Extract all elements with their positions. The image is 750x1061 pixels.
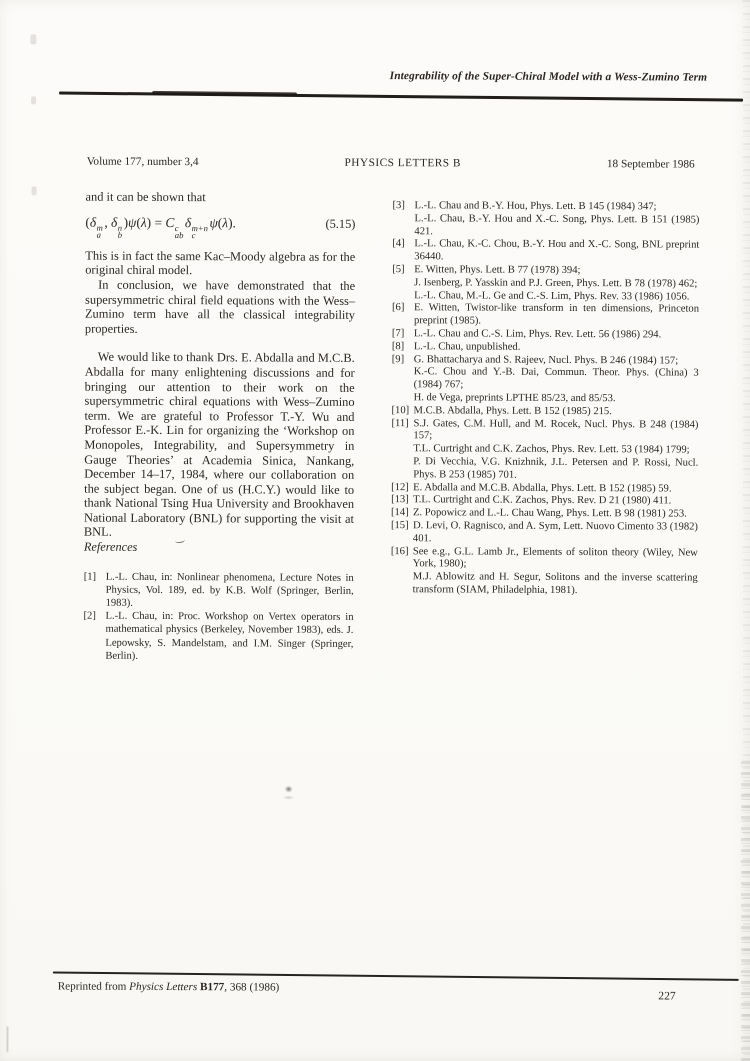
scan-artifact-speck bbox=[30, 34, 36, 44]
reference-text bbox=[105, 610, 353, 664]
reprint-note bbox=[58, 980, 280, 993]
reference-number: [7] bbox=[391, 328, 405, 340]
reference-number: [15] bbox=[390, 520, 409, 532]
equation-script: n b bbox=[117, 222, 123, 240]
reference-number: [1] bbox=[83, 571, 97, 583]
reference-item bbox=[391, 546, 698, 599]
reference-part: See e.g., G.L. Lamb Jr., Elements of soliton theory (Wiley, New York, 1980); bbox=[412, 545, 698, 570]
reference-part: L.-L. Chau, in: Proc. Workshop on Vertex operators in mathematical physics (Berkeley, November 1983), eds. J. Lepowsky, S. Mandelstam, and I.M. Singer (Springer, Berlin). bbox=[105, 610, 354, 662]
reference-part: M.J. Ablowitz and H. Segur, Solitons and the inverse scattering transform (SIAM, Philadelphia, 1981). bbox=[412, 571, 698, 596]
reference-text bbox=[413, 520, 698, 547]
journal-header-row bbox=[87, 156, 695, 171]
reprint-volume: B177 bbox=[197, 981, 225, 994]
reprint-prefix: Reprinted from bbox=[57, 980, 130, 993]
reference-number: [4] bbox=[392, 238, 405, 250]
reference-item bbox=[392, 238, 699, 265]
reference-part: L.-L. Chau, in: Nonlinear phenomena, Lecture Notes in Physics, Vol. 189, ed. by K.B. Wolf (Springer, Berlin, 1983). bbox=[105, 571, 354, 609]
reference-item bbox=[83, 610, 353, 664]
reference-text bbox=[106, 570, 354, 611]
footer-rule bbox=[53, 971, 739, 981]
reference-part: Z. Popowicz and L.-L. Chau Wang, Phys. Lett. B 98 (1981) 253. bbox=[413, 507, 687, 520]
scan-edge-noise bbox=[741, 761, 750, 1061]
reference-part: L.-L. Chau, K.-C. Chou, B.-Y. Hou and X.-C. Song, BNL preprint 36440. bbox=[414, 238, 700, 263]
equation-number: (5.15) bbox=[325, 216, 356, 231]
reprint-suffix: , 368 (1986) bbox=[224, 981, 280, 994]
reference-number: [12] bbox=[391, 481, 409, 493]
reference-item bbox=[391, 418, 698, 483]
reference-number: [2] bbox=[83, 610, 96, 622]
reference-item bbox=[84, 570, 354, 611]
reference-part: M.C.B. Abdalla, Phys. Lett. B 152 (1985) 215. bbox=[413, 404, 612, 417]
page-number: 227 bbox=[658, 989, 676, 1003]
reference-text bbox=[413, 418, 698, 483]
equation-token: δ bbox=[184, 214, 192, 230]
references-list-right bbox=[391, 200, 700, 598]
reference-number: [5] bbox=[392, 264, 405, 276]
scan-artifact-speck bbox=[31, 96, 36, 104]
reference-part: J. Isenberg, P. Yasskin and P.J. Green, Phys. Lett. B 78 (1978) 462; bbox=[414, 276, 698, 290]
equation-token: ( bbox=[217, 214, 223, 230]
scan-artifact-speck bbox=[6, 1026, 8, 1052]
reference-text bbox=[413, 546, 698, 599]
reference-text bbox=[414, 354, 699, 407]
reference-part: L.-L. Chau, unpublished. bbox=[413, 340, 521, 353]
reference-part: L.-L. Chau and B.-Y. Hou, Phys. Lett. B 145 (1984) 347; bbox=[414, 200, 657, 213]
running-title: Integrability of the Super-Chiral Model with a Wess-Zumino Term bbox=[389, 70, 708, 84]
right-column bbox=[391, 200, 700, 598]
reference-item bbox=[392, 354, 699, 407]
equation-token: ψ bbox=[128, 214, 137, 230]
scan-artifact-smudge bbox=[283, 796, 295, 800]
equation-token: ψ bbox=[209, 214, 218, 230]
reference-number: [10] bbox=[391, 404, 410, 416]
reprint-journal: Physics Letters bbox=[129, 980, 198, 994]
journal-name: PHYSICS LETTERS B bbox=[344, 156, 461, 170]
equation-body bbox=[85, 212, 236, 240]
reference-text bbox=[414, 303, 699, 330]
reference-part: L.-L. Chau, M.-L. Ge and C.-S. Lim, Phys. Rev. 33 (1986) 1056. bbox=[414, 289, 690, 303]
header-rule-ink-blob bbox=[152, 91, 297, 96]
reference-part: L.-L. Chau, B.-Y. Hou and X.-C. Song, Phys. Lett. B 151 (1985) 421. bbox=[414, 213, 700, 237]
reference-text bbox=[414, 264, 699, 304]
equation-token: λ bbox=[222, 214, 229, 230]
left-column bbox=[83, 190, 355, 664]
equation-token: ) = bbox=[146, 214, 166, 230]
references-list-left bbox=[83, 570, 353, 664]
reference-item bbox=[391, 520, 698, 547]
reference-part: L.-L. Chau and C.-S. Lim, Phys. Rev. Lett. 56 (1986) 294. bbox=[413, 328, 662, 341]
equation-token: ( bbox=[136, 214, 141, 230]
paragraph-acknowledgments: We would like to thank Drs. E. Abdalla and M.C.B. Abdalla for many enlightening discussions and for bringing our attention to their work on the supersymmetric chiral equations with Wess–Zumino term. We are grateful to Professor T.-Y. Wu and Professor E.-K. Lin for organizing the ‘Workshop on Monopoles, Integrability, and Supersymmetry in Gauge Theories’ at Academia Sinica, Nankang, December 14–17, 1984, where our collaboration on the subject began. One of us (H.C.Y.) would like to thank National Tsing Hua University and Brookhaven National Laboratory (BNL) for supporting the visit at BNL. bbox=[83, 350, 355, 540]
reference-part: E. Witten, Phys. Lett. B 77 (1978) 394; bbox=[414, 264, 581, 277]
volume-label: Volume 177, number 3,4 bbox=[86, 155, 199, 169]
scan-artifact-smudge bbox=[285, 786, 293, 793]
reference-item bbox=[392, 200, 699, 240]
reference-item bbox=[392, 302, 699, 329]
equation-token: δ bbox=[111, 214, 118, 230]
reference-text bbox=[414, 239, 699, 266]
scan-artifact-speck bbox=[32, 186, 37, 195]
reference-number: [13] bbox=[391, 494, 409, 506]
reference-part: S.J. Gates, C.M. Hull, and M. Rocek, Nucl. Phys. B 248 (1984) 157; bbox=[413, 417, 699, 442]
equation-token: ) bbox=[123, 214, 129, 230]
equation-token: C bbox=[165, 214, 175, 230]
issue-date: 18 September 1986 bbox=[606, 158, 695, 171]
references-heading: References bbox=[83, 539, 138, 554]
reference-part: T.L. Curtright and C.K. Zachos, Phys. Rev. D 21 (1980) 411. bbox=[413, 494, 672, 507]
reference-part: G. Bhattacharya and S. Rajeev, Nucl. Phys. B 246 (1984) 157; bbox=[413, 353, 679, 367]
reference-number: [6] bbox=[392, 302, 405, 314]
equation bbox=[85, 212, 355, 241]
equation-token: δ bbox=[89, 214, 97, 230]
equation-token: ( bbox=[85, 214, 90, 230]
reference-number: [14] bbox=[391, 507, 409, 519]
reference-number: [16] bbox=[390, 545, 409, 557]
reference-part: K.-C. Chou and Y.-B. Dai, Commun. Theor. Phys. (China) 3 (1984) 767; bbox=[413, 366, 699, 391]
reference-part: E. Witten, Twistor-like transform in ten dimensions, Princeton preprint (1985). bbox=[413, 302, 700, 327]
reference-number: [11] bbox=[391, 417, 409, 429]
lead-in-text: and it can be shown that bbox=[85, 189, 206, 205]
reference-part: T.L. Curtright and C.K. Zachos, Phys. Rev. Lett. 53 (1984) 1799; bbox=[413, 443, 690, 456]
equation-script: m+n c bbox=[191, 222, 208, 241]
reference-number: [3] bbox=[392, 200, 405, 212]
paragraph-kac-moody: This is in fact the same Kac–Moody algebra as for the original chiral model. bbox=[85, 248, 356, 278]
paragraph-conclusion: In conclusion, we have demonstrated that the supersymmetric chiral field equations with the Wess–Zumino term have all the classical integrability properties. bbox=[84, 277, 356, 336]
reference-part: P. Di Vecchia, V.G. Knizhnik, J.L. Petersen and P. Rossi, Nucl. Phys. B 253 (1985) 701. bbox=[413, 456, 699, 481]
equation-token: λ bbox=[140, 214, 147, 230]
reference-number: [9] bbox=[391, 353, 405, 365]
reference-item bbox=[392, 264, 699, 304]
equation-token: , bbox=[104, 214, 112, 230]
reference-text bbox=[414, 200, 699, 240]
reference-part: E. Abdalla and M.C.B. Abdalla, Phys. Lett. B 152 (1985) 59. bbox=[413, 481, 672, 495]
equation-token: ). bbox=[228, 214, 236, 230]
equation-script: c ab bbox=[174, 222, 184, 241]
reference-part: H. de Vega, preprints LPTHE 85/23, and 85/53. bbox=[413, 392, 616, 405]
reference-part: D. Levi, O. Ragnisco, and A. Sym, Lett. Nuovo Cimento 33 (1982) 401. bbox=[412, 520, 698, 545]
equation-script: m a bbox=[96, 222, 103, 240]
reference-number: [8] bbox=[391, 340, 405, 352]
